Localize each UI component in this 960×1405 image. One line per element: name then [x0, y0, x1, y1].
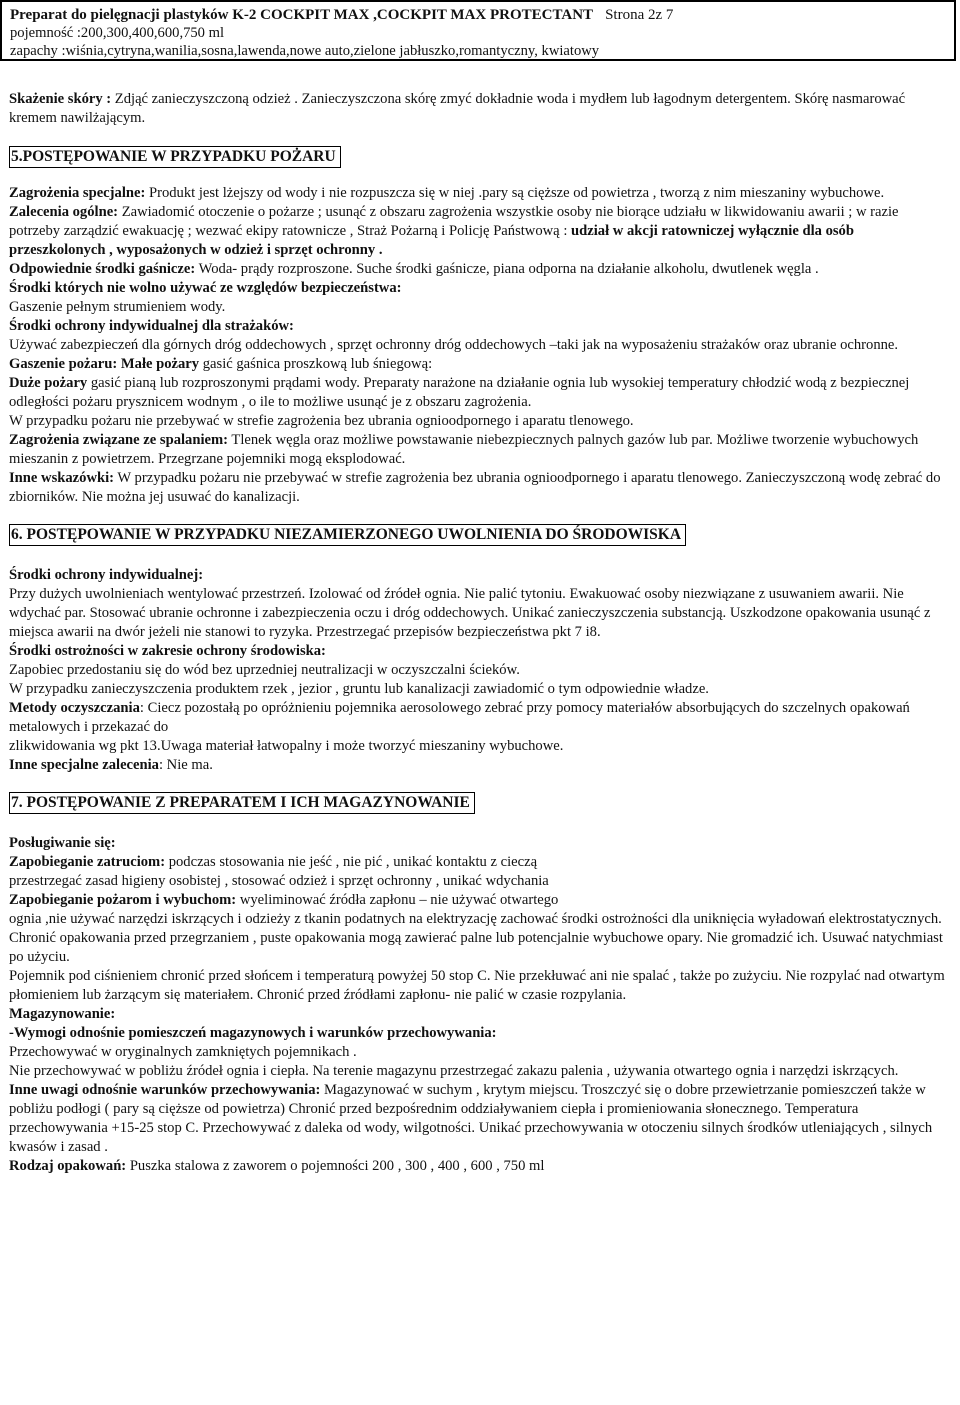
s5-general-advice: [9, 203, 949, 260]
s5-special-hazards: [9, 184, 949, 203]
s5-small-fires-label: Gaszenie pożaru: Małe pożary: [9, 356, 200, 372]
s7-packaging: [9, 1157, 949, 1176]
s6-disposal-note: zlikwidowania wg pkt 13.Uwaga materiał łatwopalny i może tworzyć mieszaniny wybuchowe.: [9, 738, 564, 754]
s5-other-advice-label: Inne wskazówki:: [9, 470, 115, 486]
s5-firefighter-protection-text: Używać zabezpieczeń dla górnych dróg oddechowych , sprzęt ochronny dróg oddechowych –taki jak na wyposażeniu strażaków oraz ubranie ochronne.: [9, 337, 899, 353]
s7-hygiene: przestrzegać zasad higieny osobistej , stosować odzież i sprzęt ochronny , unikać wdychania: [9, 873, 549, 889]
s5-other-advice-text: W przypadku pożaru nie przebywać w strefie zagrożenia bez ubrania ognioodpornego i aparatu tlenowego. Zanieczyszczoną wodę zebrać do zbiorników. Nie można jej usuwać do kanalizacji.: [9, 470, 941, 505]
s6-cleanup-methods: [9, 699, 949, 737]
s5-large-fires: [9, 374, 949, 412]
document-body: [9, 90, 949, 1176]
s6-other-text: : Nie ma.: [158, 757, 213, 773]
s5-small-fires: [9, 355, 949, 374]
s7-other-storage-text: Magazynować w suchym , krytym miejscu. Troszczyć się o dobre przewietrzanie pomieszczeń także w pobliżu podłogi ( pary są cięższe od powietrza) Chronić przed bezpośrednim oddziaływaniem ciepła i promieniowania słonecznego. Temperatura przechowywania +15-25 stop C. Przechowywać z daleka od wody, wilgotności. Unikać przechowywania w otoczeniu silnych środków utleniających , silnych kwasów i zasad .: [9, 1082, 933, 1155]
skin-label: Skażenie skóry :: [9, 91, 112, 107]
s5-special-hazards-text: Produkt jest lżejszy od wody i nie rozpuszcza się w niej .pary są cięższe od powietrza , tworzą z nim mieszaniny wybuchowe.: [145, 185, 885, 201]
s7-fire-prevention-label: Zapobieganie pożarom i wybuchom:: [9, 892, 237, 908]
s5-large-fires-text: gasić pianą lub rozproszonymi prądami wody. Preparaty narażone na działanie ognia lub wysokiej temperatury chłodzić wodą z bezpiecznej odległości pożaru prysznicem wodnym , o ile to możliwe usunąć je z obszaru zagrożenia.: [9, 375, 910, 410]
document-header: [0, 0, 956, 61]
s7-static-precautions: ognia ,nie używać narzędzi iskrzących i odzieży z tkanin podatnych na elektryzację zachować środki ostrożności dla uniknięcia wyładowań elektrostatycznych. Chronić opakowania przed przegrzaniem , puste opakowania mogą zawierać palne lub potencjalnie wybuchowe opary. Nie gromadzić ich. Usuwać natychmiast po użyciu.: [9, 911, 943, 965]
product-title: Preparat do pielęgnacji plastyków K-2 COCKPIT MAX ,COCKPIT MAX PROTECTANT: [10, 7, 594, 23]
s7-poisoning-text: podczas stosowania nie jeść , nie pić , unikać kontaktu z cieczą: [165, 854, 538, 870]
s6-personal-protection-label: Środki ochrony indywidualnej:: [9, 567, 204, 583]
s5-unsuitable-media-text: Gaszenie pełnym strumieniem wody.: [9, 299, 226, 315]
s6-personal-protection-text: Przy dużych uwolnieniach wentylować przestrzeń. Izolować od źródeł ognia. Nie palić tytoniu. Ewakuować osoby niezwiązane z usuwaniem awarii. Nie wdychać par. Stosować ubranie ochronne i zabezpieczenia oczu i dróg oddechowych. Unikać zanieczyszczenia substancją. Uszkodzone opakowania usunąć z miejsca awarii na dwór jeżeli nie stanowi to ryzyka. Przestrzegać przepisów bezpieczeństwa pkt 7 i8.: [9, 586, 931, 640]
s7-packaging-text: Puszka stalowa z zaworem o pojemności 200 , 300 , 400 , 600 , 750 ml: [126, 1158, 545, 1174]
s5-unsuitable-media-label: Środki których nie wolno używać ze względów bezpieczeństwa:: [9, 280, 402, 296]
s7-pressure-container: Pojemnik pod ciśnieniem chronić przed słońcem i temperaturą powyżej 50 stop C. Nie przekłuwać ani nie spalać , także po zużyciu. Nie rozpylać nad otwartym płomieniem lub żarzącym się materiałem. Chronić przed źródłami zapłonu- nie palić w czasie rozpylania.: [9, 968, 945, 1003]
s7-storage-requirements-label: -Wymogi odnośnie pomieszczeń magazynowych i warunków przechowywania:: [9, 1025, 497, 1041]
s5-general-advice-label: Zalecenia ogólne:: [9, 204, 119, 220]
s5-special-hazards-label: Zagrożenia specjalne:: [9, 185, 146, 201]
s5-small-fires-text: gasić gaśnica proszkową lub śniegową:: [199, 356, 433, 372]
s7-original-containers: Przechowywać w oryginalnych zamkniętych pojemnikach .: [9, 1044, 357, 1060]
s7-other-storage-label: Inne uwagi odnośnie warunków przechowywania:: [9, 1082, 321, 1098]
s5-general-advice-bold: udział w akcji ratowniczej wyłącznie dla osób przeszkolonych , wyposażonych w odzież i sprzęt ochronny .: [9, 223, 854, 258]
s7-heat-sources: Nie przechowywać w pobliżu źródeł ognia i ciepła. Na terenie magazynu przestrzegać zakazu palenia , używania otwartego ognia i narzędzi iskrzących.: [9, 1063, 899, 1079]
s6-environmental-text: Zapobiec przedostaniu się do wód bez uprzedniej neutralizacji w oczyszczalni ścieków.: [9, 662, 520, 678]
s7-fire-prevention-text: wyeliminować źródła zapłonu – nie używać otwartego: [236, 892, 559, 908]
s5-extinguishing-label: Odpowiednie środki gaśnicze:: [9, 261, 196, 277]
s5-combustion-label: Zagrożenia związane ze spalaniem:: [9, 432, 229, 448]
s5-combustion-text: Tlenek węgla oraz możliwe powstawanie niebezpiecznych palnych gazów lub par. Możliwe tworzenie wybuchowych mieszanin z powietrzem. Przegrzane pojemniki mogą eksplodować.: [9, 432, 919, 467]
skin-contamination-paragraph: [9, 90, 949, 128]
s6-other-recommendations: [9, 756, 949, 775]
section-7-heading: 7. POSTĘPOWANIE Z PREPARATEM I ICH MAGAZYNOWANIE: [9, 792, 475, 814]
s5-extinguishing-media: [9, 260, 949, 279]
s6-cleanup-text: : Ciecz pozostałą po opróżnieniu pojemnika aerosolowego zebrać przy pomocy materiałów absorbujących do szczelnych opakowań metalowych i przekazać do: [9, 700, 910, 735]
s7-fire-prevention: [9, 891, 949, 910]
capacity-line: pojemność :200,300,400,600,750 ml: [10, 25, 225, 41]
section-6-heading: 6. POSTĘPOWANIE W PRZYPADKU NIEZAMIERZONEGO UWOLNIENIA DO ŚRODOWISKA: [9, 524, 686, 546]
s6-environmental-label: Środki ostrożności w zakresie ochrony środowiska:: [9, 643, 326, 659]
s5-other-advice: [9, 469, 949, 507]
header-title-line: [10, 6, 946, 24]
s5-fire-zone-warning: W przypadku pożaru nie przebywać w strefie zagrożenia bez ubrania ognioodpornego i aparatu tlenowego.: [9, 413, 634, 429]
s7-other-storage-notes: [9, 1081, 949, 1157]
page-number: Strona 2z 7: [605, 7, 674, 23]
s5-firefighter-protection-label: Środki ochrony indywidualnej dla strażaków:: [9, 318, 294, 334]
scents-line: zapachy :wiśnia,cytryna,wanilia,sosna,lawenda,nowe auto,zielone jabłuszko,romantyczny, kwiatowy: [10, 43, 600, 59]
s5-combustion-hazards: [9, 431, 949, 469]
s5-extinguishing-text: Woda- prądy rozproszone. Suche środki gaśnicze, piana odporna na działanie alkoholu, dwutlenek węgla .: [195, 261, 819, 277]
s5-large-fires-label: Duże pożary: [9, 375, 88, 391]
s7-poisoning-label: Zapobieganie zatruciom:: [9, 854, 166, 870]
s7-packaging-label: Rodzaj opakowań:: [9, 1158, 127, 1174]
section-5-heading: 5.POSTĘPOWANIE W PRZYPADKU POŻARU: [9, 146, 341, 168]
skin-text: Zdjąć zanieczyszczoną odzież . Zanieczyszczona skórę zmyć dokładnie woda i mydłem lub łagodnym detergentem. Skórę nasmarować kremem nawilżającym.: [9, 91, 906, 126]
s6-cleanup-label: Metody oczyszczania: [9, 700, 140, 716]
s6-contamination-notice: W przypadku zanieczyszczenia produktem rzek , jezior , gruntu lub kanalizacji zawiadomić o tym odpowiednie władze.: [9, 681, 709, 697]
s7-handling-label: Posługiwanie się:: [9, 835, 116, 851]
s7-poisoning-prevention: [9, 853, 949, 872]
s5-general-advice-text: Zawiadomić otoczenie o pożarze ; usunąć z obszaru zagrożenia wszystkie osoby nie biorące udziału w likwidowaniu awarii ; w razie potrzeby zarządzić ewakuację ; wezwać ekipy ratownicze , Straż Pożarną i Policję Państwową :: [9, 204, 899, 239]
s7-storage-label: Magazynowanie:: [9, 1006, 116, 1022]
s6-other-label: Inne specjalne zalecenia: [9, 757, 159, 773]
